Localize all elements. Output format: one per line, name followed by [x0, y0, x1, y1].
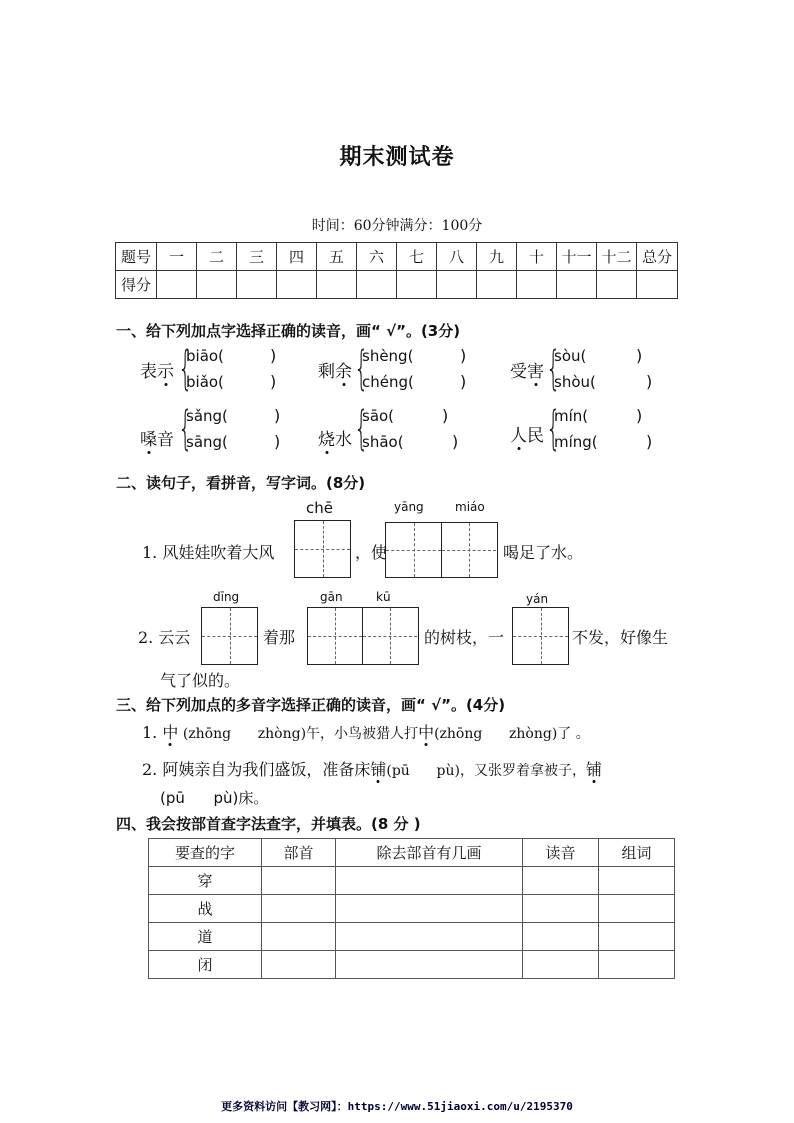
answer-slot[interactable]: ): [270, 372, 277, 391]
pinyin-hint: chē: [306, 499, 333, 517]
writing-box[interactable]: [512, 607, 569, 665]
score-cell[interactable]: [237, 271, 277, 299]
brace: {: [178, 401, 193, 455]
score-header-cell: 八: [437, 243, 477, 271]
writing-cell[interactable]: [295, 521, 350, 577]
dict-header-row: [149, 839, 675, 867]
dict-header-cell: 要查的字: [149, 839, 262, 867]
s3-line3: (pū pù)床。: [160, 789, 269, 807]
score-header-cell: 六: [357, 243, 397, 271]
answer-cell[interactable]: [523, 895, 599, 923]
dict-header-cell: 部首: [262, 839, 336, 867]
s2-sentence1-part: 1. 风娃娃吹着大风: [142, 543, 275, 562]
answer-slot[interactable]: ): [270, 346, 277, 365]
answer-slot[interactable]: ): [636, 346, 643, 365]
score-cell[interactable]: [557, 271, 597, 299]
footer-link[interactable]: 更多资料访问【教习网】：https://www.51jiaoxi.com/u/2195370: [221, 1100, 573, 1113]
pinyin-hint: yán: [526, 592, 549, 606]
writing-cell[interactable]: [202, 608, 257, 664]
score-header-cell: 十: [517, 243, 557, 271]
pinyin-hint: gān: [320, 590, 343, 604]
score-header-cell: 四: [277, 243, 317, 271]
score-header-cell: 九: [477, 243, 517, 271]
brace: {: [546, 341, 561, 395]
s1-item: [318, 401, 478, 457]
answer-slot[interactable]: ): [452, 432, 459, 451]
s3-line1: 1. 中 (zhōng zhòng)午，小鸟被猎人打中(zhōng zhòng)了 。: [142, 723, 590, 742]
pinyin-option: biāo(: [186, 347, 224, 365]
score-cell[interactable]: [597, 271, 637, 299]
s1-item-word: 受害: [510, 362, 544, 382]
writing-cell[interactable]: [308, 608, 363, 664]
section3-heading: 三、给下列加点的多音字选择正确的读音，画“ √”。(4分): [116, 696, 506, 714]
pinyin-option: shòu(: [554, 373, 596, 391]
pinyin-hint: yāng: [394, 500, 424, 514]
answer-cell[interactable]: [336, 951, 523, 979]
answer-cell[interactable]: [262, 895, 336, 923]
answer-cell[interactable]: [336, 895, 523, 923]
answer-slot[interactable]: ): [460, 372, 467, 391]
answer-cell[interactable]: [523, 923, 599, 951]
writing-box[interactable]: [385, 522, 498, 578]
dict-header-cell: 读音: [523, 839, 599, 867]
answer-cell[interactable]: [336, 867, 523, 895]
score-header-cell: 题号: [116, 243, 157, 271]
pinyin-option: mín(: [554, 407, 589, 425]
answer-slot[interactable]: ): [442, 406, 449, 425]
answer-cell[interactable]: [599, 867, 675, 895]
page-title: 期末测试卷: [339, 145, 455, 170]
answer-cell[interactable]: [262, 951, 336, 979]
answer-cell[interactable]: [599, 923, 675, 951]
s3-line2: 2. 阿姨亲自为我们盛饭，准备床铺(pū pù)，又张罗着拿被子，铺: [142, 760, 602, 779]
lookup-char: 道: [149, 923, 262, 951]
s1-item-word: 嗓音: [140, 430, 174, 450]
writing-box[interactable]: [294, 520, 351, 578]
s2-sentence2-part: 着那: [263, 628, 296, 647]
score-cell[interactable]: [637, 271, 678, 299]
score-cell[interactable]: [157, 271, 197, 299]
s2-sentence2-part: 的树枝，一: [424, 628, 505, 647]
score-cell[interactable]: [517, 271, 557, 299]
score-header-cell: 十二: [597, 243, 637, 271]
score-cell[interactable]: [317, 271, 357, 299]
answer-slot[interactable]: ): [636, 406, 643, 425]
score-row-label: 得分: [116, 271, 157, 299]
brace: {: [354, 401, 369, 455]
pinyin-option: sāng(: [186, 433, 228, 451]
s2-sentence2-part: 不发，好像生: [572, 628, 669, 647]
pinyin-option: shāo(: [362, 433, 404, 451]
score-header-cell: 十一: [557, 243, 597, 271]
score-cell[interactable]: [437, 271, 477, 299]
pinyin-option: míng(: [554, 433, 598, 451]
answer-slot[interactable]: ): [460, 346, 467, 365]
section1-heading: 一、给下列加点字选择正确的读音，画“ √”。(3分): [116, 322, 461, 340]
answer-cell[interactable]: [599, 951, 675, 979]
s2-sentence1-part: ，使: [355, 543, 388, 562]
brace: {: [354, 341, 369, 395]
score-cell[interactable]: [477, 271, 517, 299]
score-cell[interactable]: [197, 271, 237, 299]
score-header-cell: 总分: [637, 243, 678, 271]
pinyin-hint: miáo: [455, 500, 485, 514]
brace: {: [546, 401, 561, 455]
dict-header-cell: 除去部首有几画: [336, 839, 523, 867]
answer-cell[interactable]: [262, 923, 336, 951]
score-cell[interactable]: [357, 271, 397, 299]
writing-box[interactable]: [307, 607, 419, 665]
lookup-char: 闭: [149, 951, 262, 979]
s2-sentence2-part: 气了似的。: [160, 671, 241, 690]
s1-item: [510, 401, 660, 457]
answer-slot[interactable]: ): [274, 406, 281, 425]
score-header-cell: 七: [397, 243, 437, 271]
score-table-header-row: [116, 243, 678, 271]
writing-cell[interactable]: [363, 608, 417, 664]
section4-heading: 四、我会按部首查字法查字，并填表。(8 分 ): [116, 815, 421, 833]
writing-cell[interactable]: [442, 523, 496, 577]
s1-item-word: 烧水: [318, 430, 352, 450]
score-cell[interactable]: [277, 271, 317, 299]
time-and-score-info: 时间：60分钟满分：100分: [311, 218, 483, 234]
table-row: [149, 923, 675, 951]
pinyin-option: sāo(: [362, 407, 395, 425]
pinyin-option: biǎo(: [186, 373, 224, 391]
section2-heading: 二、读句子，看拼音，写字词。(8分): [116, 474, 366, 492]
answer-cell[interactable]: [262, 867, 336, 895]
writing-cell[interactable]: [386, 523, 442, 577]
writing-cell[interactable]: [513, 608, 568, 664]
s1-item: [510, 341, 660, 397]
s1-item: [140, 401, 290, 457]
pinyin-hint: kū: [376, 590, 391, 604]
score-header-cell: 三: [237, 243, 277, 271]
score-header-cell: 二: [197, 243, 237, 271]
table-row: [149, 951, 675, 979]
s1-item-word: 剩余: [318, 362, 352, 382]
answer-slot[interactable]: ): [646, 372, 653, 391]
score-table-score-row: [116, 271, 678, 299]
s1-item: [140, 341, 290, 397]
pinyin-option: chéng(: [362, 373, 414, 391]
s1-item: [318, 341, 478, 397]
answer-cell[interactable]: [523, 951, 599, 979]
s2-sentence2-part: 2. 云云: [138, 628, 191, 647]
score-header-cell: 一: [157, 243, 197, 271]
answer-cell[interactable]: [599, 895, 675, 923]
lookup-char: 战: [149, 895, 262, 923]
lookup-char: 穿: [149, 867, 262, 895]
pinyin-option: sǎng(: [186, 407, 228, 425]
s1-item-word: 表示: [140, 362, 174, 382]
writing-box[interactable]: [201, 607, 258, 665]
s1-item-word: 人民: [510, 426, 544, 446]
answer-cell[interactable]: [336, 923, 523, 951]
pinyin-option: sòu(: [554, 347, 587, 365]
score-table: [115, 242, 678, 299]
s2-sentence1-part: 喝足了水。: [503, 543, 584, 562]
answer-cell[interactable]: [523, 867, 599, 895]
brace: {: [178, 341, 193, 395]
radical-lookup-table: [148, 838, 675, 979]
table-row: [149, 867, 675, 895]
score-cell[interactable]: [397, 271, 437, 299]
dict-header-cell: 组词: [599, 839, 675, 867]
pinyin-hint: dīng: [213, 590, 240, 604]
answer-slot[interactable]: ): [646, 432, 653, 451]
pinyin-option: shèng(: [362, 347, 414, 365]
score-header-cell: 五: [317, 243, 357, 271]
table-row: [149, 895, 675, 923]
answer-slot[interactable]: ): [274, 432, 281, 451]
